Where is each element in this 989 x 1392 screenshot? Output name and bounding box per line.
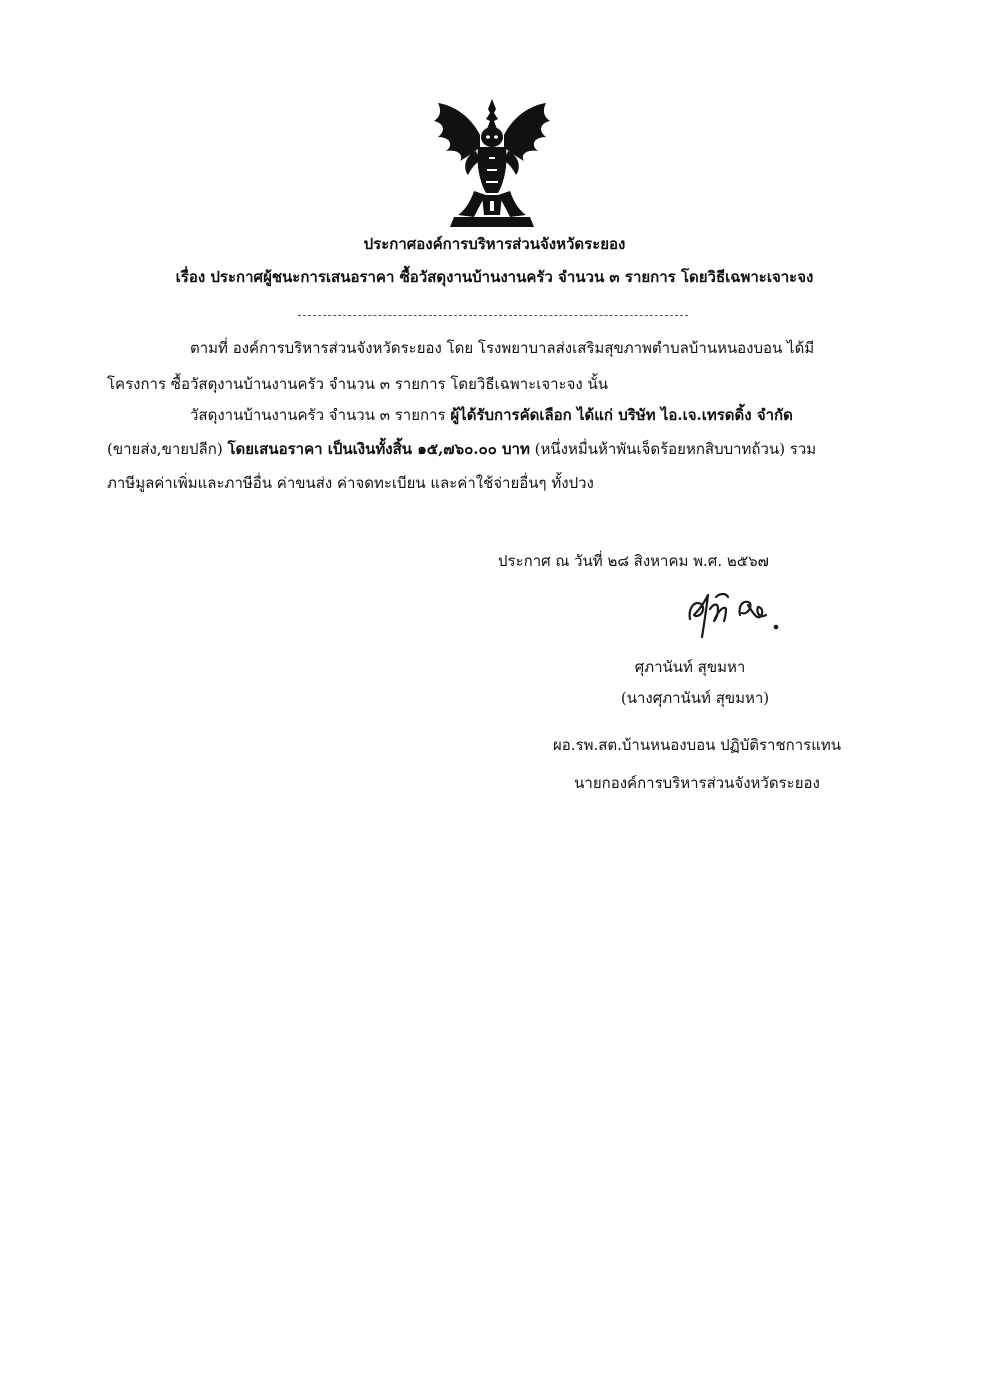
bid-amount: โดยเสนอราคา เป็นเงินทั้งสิ้น ๑๕,๗๖๐.๐๐ บาท [227,440,530,458]
item-description: วัสดุงานบ้านงานครัว จำนวน ๓ รายการ [190,406,446,424]
body-line-5: ภาษีมูลค่าเพิ่มและภาษีอื่น ค่าขนส่ง ค่าจดทะเบียน และค่าใช้จ่ายอื่นๆ ทั้งปวง [107,474,594,492]
body-line-2: โครงการ ซื้อวัสดุงานบ้านงานครัว จำนวน ๓ รายการ โดยวิธีเฉพาะเจาะจง นั้น [107,375,608,393]
body-line-3 [190,405,793,425]
document-subject [0,267,989,287]
document-title: ประกาศองค์การบริหารส่วนจังหวัดระยอง [363,235,626,253]
signer-position: ผอ.รพ.สต.บ้านหนองบอน ปฏิบัติราชการแทน [552,736,842,754]
vendor-type: (ขายส่ง,ขายปลีก) [107,440,223,458]
subject-label: เรื่อง [175,268,206,286]
selected-vendor: ผู้ได้รับการคัดเลือก ได้แก่ บริษัท ไอ.เจ.เทรดดิ้ง จำกัด [450,406,793,424]
handwritten-signature-icon [680,585,790,640]
signer-organization: นายกองค์การบริหารส่วนจังหวัดระยอง [574,774,820,792]
body-line-4 [107,439,816,459]
bid-amount-words: (หนึ่งหมื่นห้าพันเจ็ดร้อยหกสิบบาทถ้วน) รวม [534,440,817,458]
signer-full-name: (นางศุภานันท์ สุขมหา) [620,689,770,707]
divider-line [298,315,688,316]
subject-text: ประกาศผู้ชนะการเสนอราคา ซื้อวัสดุงานบ้านงานครัว จำนวน ๓ รายการ โดยวิธีเฉพาะเจาะจง [210,268,814,286]
body-line-1: ตามที่ องค์การบริหารส่วนจังหวัดระยอง โดย โรงพยาบาลส่งเสริมสุขภาพตำบลบ้านหนองบอน ได้มี [190,339,815,357]
garuda-emblem-icon [430,95,555,230]
announcement-date: ประกาศ ณ วันที่ ๒๘ สิงหาคม พ.ศ. ๒๕๖๗ [498,552,769,570]
signer-name: ศุภานันท์ สุขมหา [634,658,746,676]
